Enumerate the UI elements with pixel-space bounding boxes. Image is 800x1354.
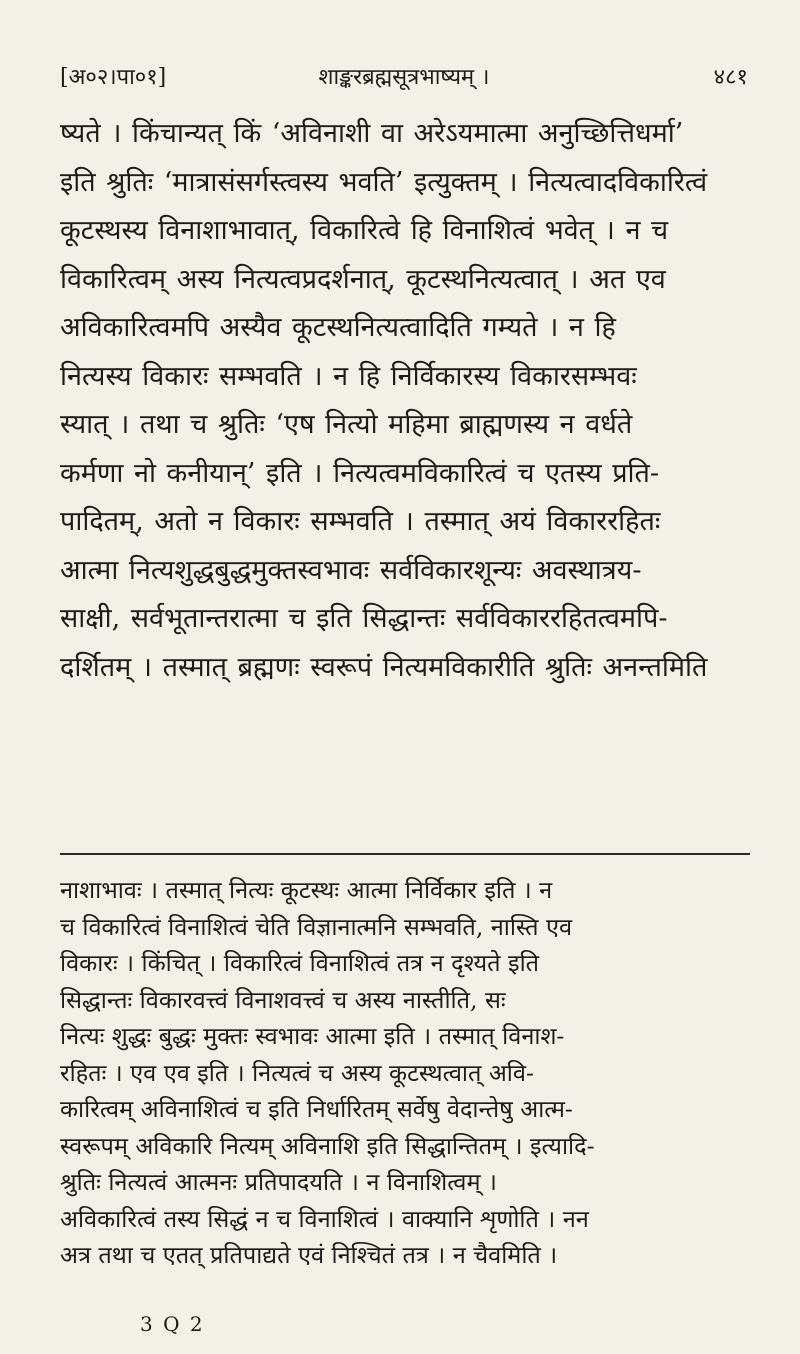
main-text-line: स्यात् । तथा च श्रुतिः ‘एष नित्यो महिमा ब्राह्मणस्य न वर्धते	[60, 409, 633, 440]
footnote-line: विकारः । किंचित् । विकारित्वं विनाशित्वं तत्र न दृश्यते इति	[60, 949, 540, 977]
main-text-line: साक्षी, सर्वभूतान्तरात्मा च इति सिद्धान्तः सर्वविकाररहितत्वमपि-	[60, 603, 668, 634]
main-text-line: कूटस्थस्य विनाशाभावात्, विकारित्वे हि विनाशित्वं भवेत् । न च	[60, 215, 669, 246]
running-head	[60, 60, 748, 96]
footnote-line: स्वरूपम् अविकारि नित्यम् अविनाशि इति सिद्धान्तितम् । इत्यादि-	[60, 1131, 595, 1160]
main-text-line: इति श्रुतिः ‘मात्रासंसर्गस्त्वस्य भवति’ इत्युक्तम् । नित्यत्वादविकारित्वं	[60, 166, 708, 198]
main-text-block	[60, 110, 748, 692]
footnote-line: नाशाभावः । तस्मात् नित्यः कूटस्थः आत्मा निर्विकार इति । न	[60, 876, 553, 904]
footnote-line: कारित्वम् अविनाशित्वं च इति निर्धारितम् सर्वेषु वेदान्तेषु आत्म-	[60, 1095, 573, 1123]
footnote-line: रहितः । एव एव इति । नित्यत्वं च अस्य कूटस्थत्वात् अवि-	[60, 1058, 534, 1087]
footnote-block	[60, 872, 748, 1274]
running-title: शाङ्करब्रह्मसूत्रभाष्यम् ।	[318, 65, 490, 90]
main-text-line: अविकारित्वमपि अस्यैव कूटस्थनित्यत्वादिति गम्यते । न हि	[60, 312, 616, 343]
main-text-line: दर्शितम् । तस्मात् ब्रह्मणः स्वरूपं नित्यमविकारीति श्रुतिः अनन्तमिति	[60, 651, 708, 683]
main-text-line: नित्यस्य विकारः सम्भवति । न हि निर्विकारस्य विकारसम्भवः	[60, 360, 637, 392]
footnote-line: अत्र तथा च एतत् प्रतिपाद्यते एवं निश्चितं तत्र । न चैवमिति ।	[60, 1241, 558, 1269]
page-number: ४८१	[713, 65, 748, 90]
main-text-line: पादितम्, अतो न विकारः सम्भवति । तस्मात् अयं विकाररहितः	[60, 506, 661, 537]
footnote-line: श्रुतिः नित्यत्वं आत्मनः प्रतिपादयति । न विनाशित्वम् ।	[60, 1168, 497, 1196]
footnote-divider	[60, 853, 750, 855]
main-text-line: विकारित्वम् अस्य नित्यत्वप्रदर्शनात्, कूटस्थनित्यत्वात् । अत एव	[60, 263, 666, 295]
printer-signature-mark: 3 Q 2	[140, 1312, 205, 1336]
main-text-line: कर्मणा नो कनीयान्’ इति । नित्यत्वमविकारित्वं च एतस्य प्रति-	[60, 457, 660, 489]
section-marker: [अ०२।पा०१]	[60, 65, 167, 90]
footnote-line: नित्यः शुद्धः बुद्धः मुक्तः स्वभावः आत्मा इति । तस्मात् विनाश-	[60, 1022, 565, 1050]
footnote-line: सिद्धान्तः विकारवत्त्वं विनाशवत्त्वं च अस्य नास्तीति, सः	[60, 985, 506, 1014]
main-text-line: ष्यते । किंचान्यत् किं ‘अविनाशी वा अरेऽयमात्मा अनुच्छित्तिधर्मा’	[60, 118, 684, 149]
footnote-line: अविकारित्वं तस्य सिद्धं न च विनाशित्वं । वाक्यानि शृणोति । नन	[60, 1204, 589, 1233]
main-text-line: आत्मा नित्यशुद्धबुद्धमुक्तस्वभावः सर्वविकारशून्यः अवस्थात्रय-	[60, 554, 642, 586]
footnote-line: च विकारित्वं विनाशित्वं चेति विज्ञानात्मनि सम्भवति, नास्ति एव	[60, 912, 573, 941]
